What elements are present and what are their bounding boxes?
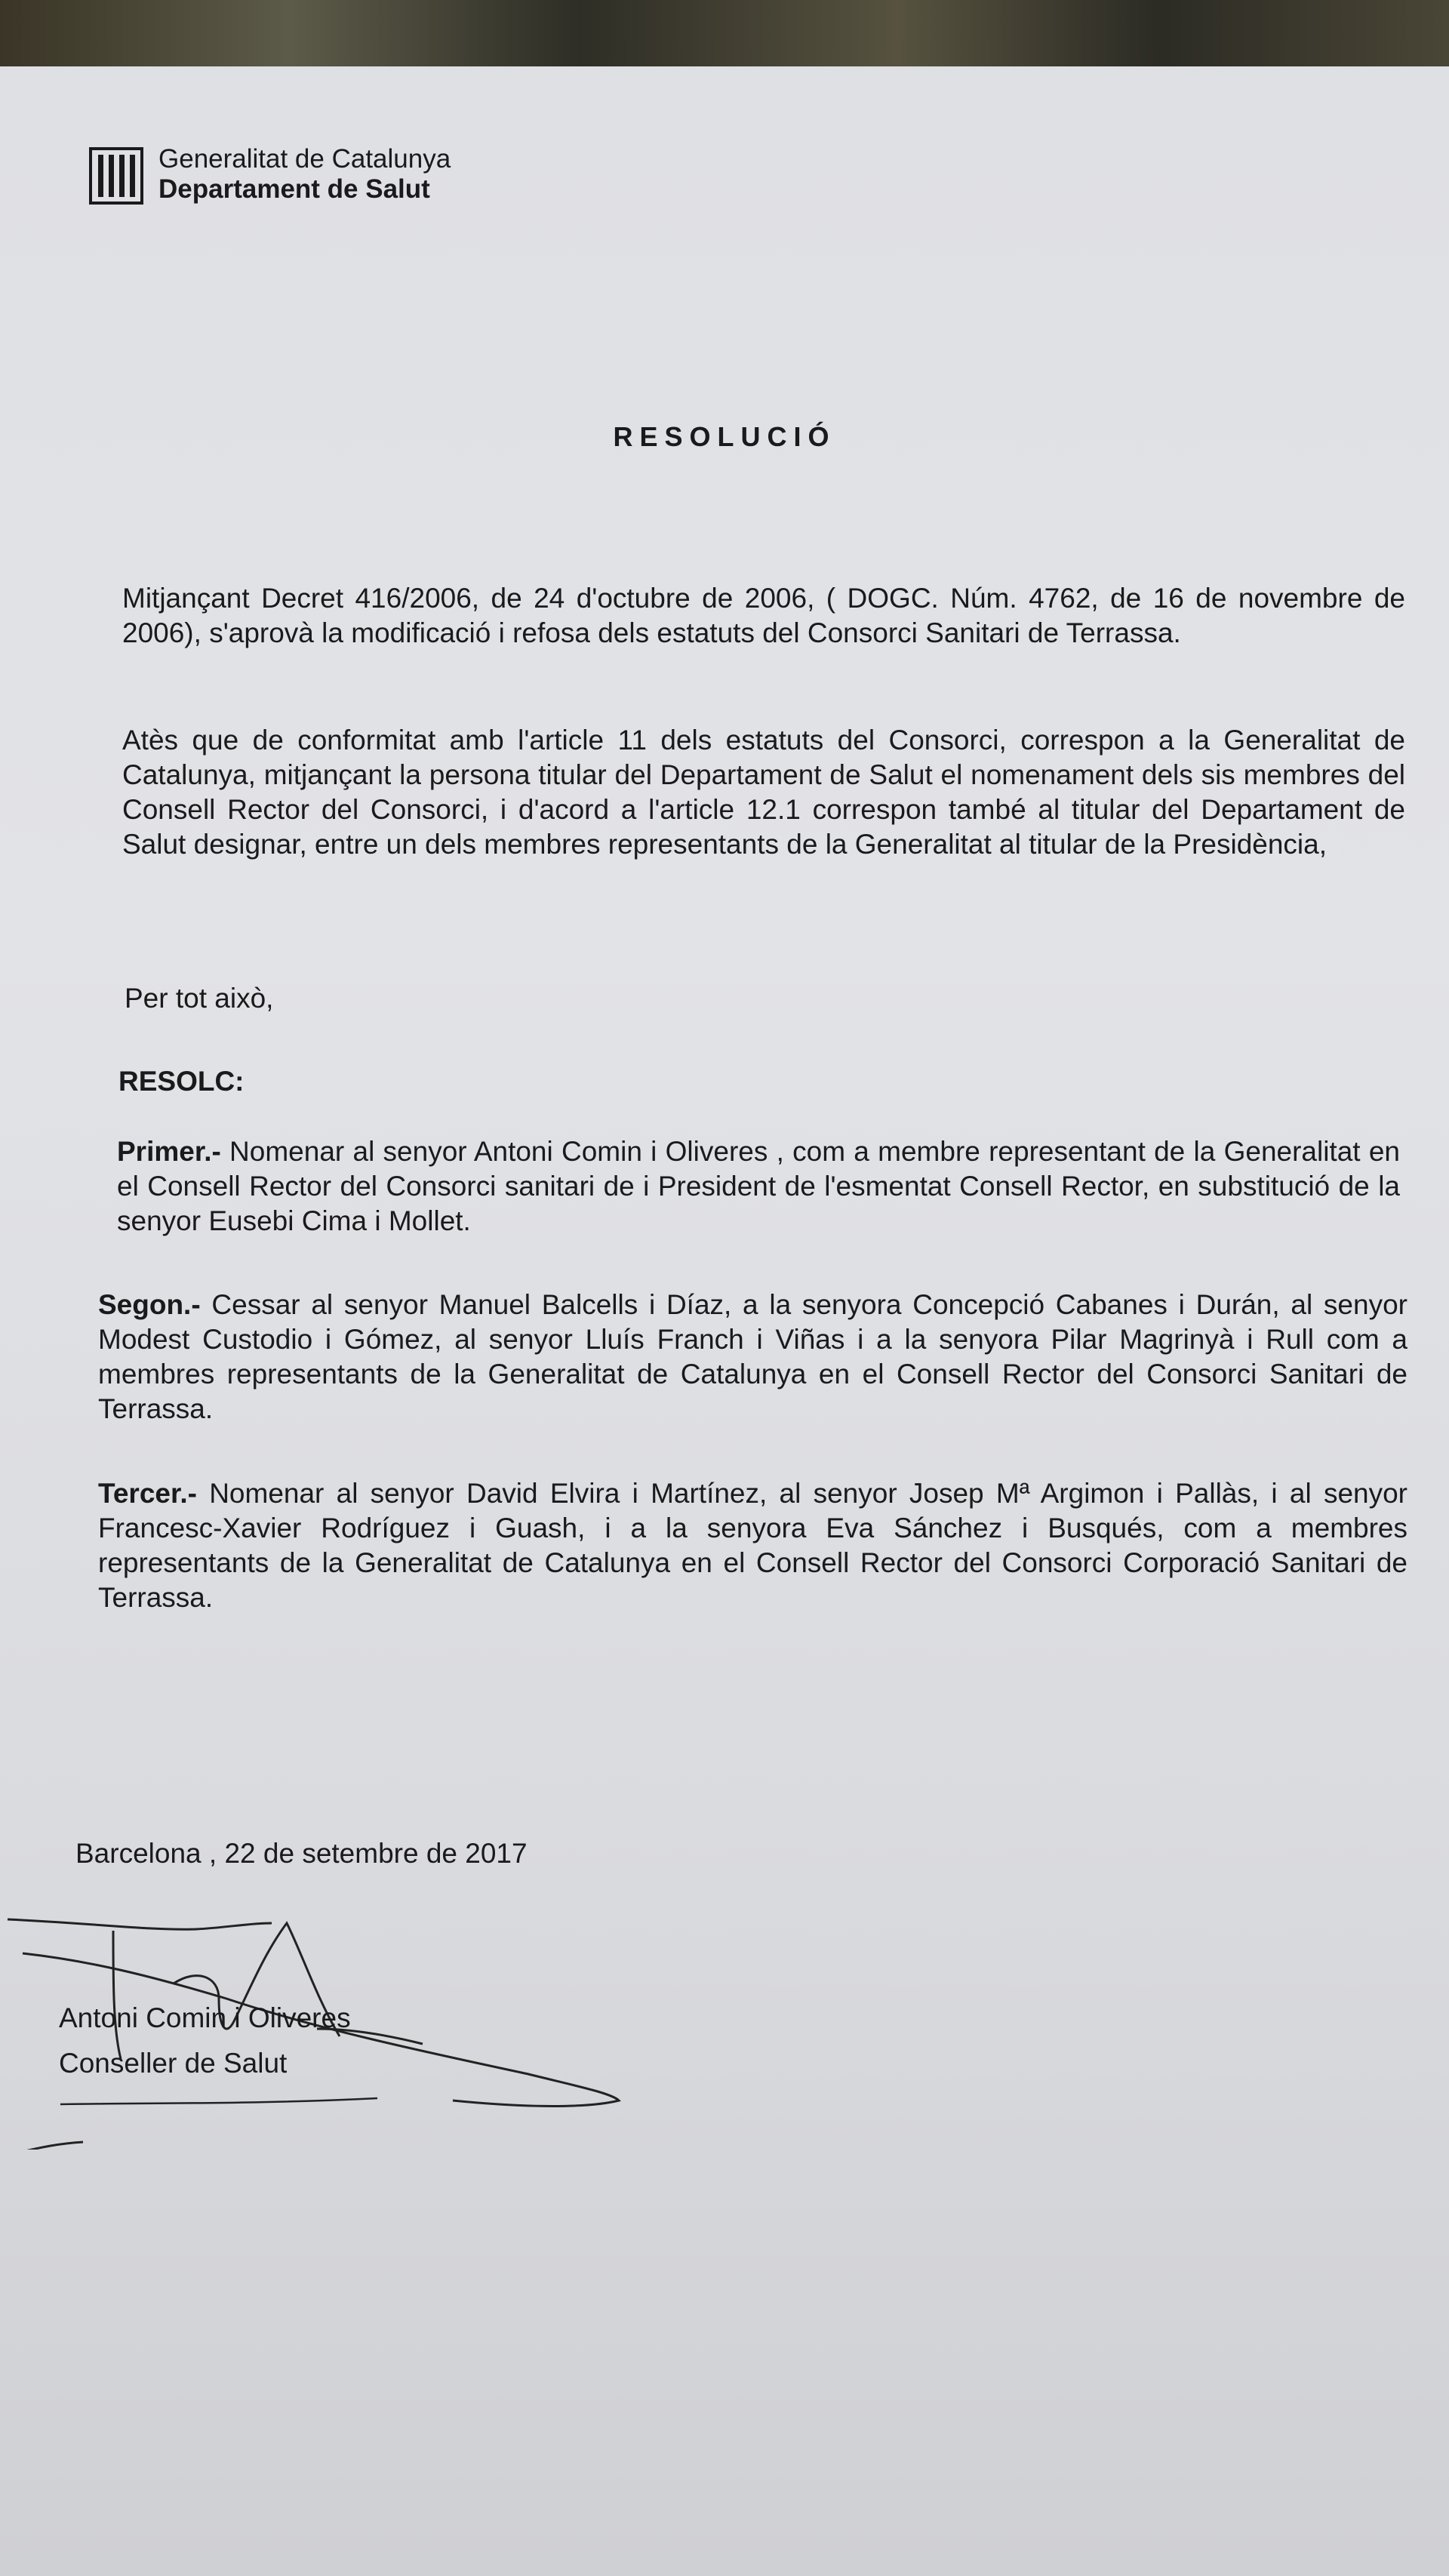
segon-lead: Segon.-: [98, 1289, 201, 1320]
paragraph-primer: [117, 1134, 1400, 1239]
signer-name: Antoni Comin i Oliveres: [59, 2002, 351, 2033]
signer-role: Conseller de Salut: [59, 2048, 288, 2079]
document-page: [0, 66, 1449, 2576]
paragraph-decree: Mitjançant Decret 416/2006, de 24 d'octubre de 2006, ( DOGC. Núm. 4762, de 16 de novembre de 2006), s'aprovà la modificació i refosa dels estatuts del Consorci Sanitari de Terrassa.: [122, 583, 1405, 648]
paragraph-per-tot-aixo: Per tot això,: [125, 983, 274, 1014]
paragraph-tercer: [98, 1476, 1407, 1615]
place-and-date: Barcelona , 22 de setembre de 2017: [75, 1838, 528, 1869]
paragraph-segon: [98, 1288, 1407, 1426]
catalan-bars-emblem-icon: [89, 147, 143, 205]
document-title: RESOLUCIÓ: [613, 421, 836, 452]
letterhead-department: Departament de Salut: [158, 174, 430, 204]
primer-lead: Primer.-: [117, 1136, 221, 1167]
resolc-heading: RESOLC:: [118, 1066, 245, 1097]
primer-text: Nomenar al senyor Antoni Comin i Oliveres , com a membre representant de la Generalitat en el Consell Rector del Consorci sanitari de i President de l'esmentat Consell Rector, en substitució de la senyor Eusebi Cima i Mollet.: [117, 1136, 1400, 1236]
letterhead-institution: Generalitat de Catalunya: [158, 144, 451, 174]
handwritten-signature: [0, 1848, 649, 2150]
segon-text: Cessar al senyor Manuel Balcells i Díaz, a la senyora Concepció Cabanes i Durán, al senyor Modest Custodio i Gómez, al senyor Lluís Franch i Viñas i a la senyora Pilar Magrinyà i Rull com a membres representants de la Generalitat de Catalunya en el Consell Rector del Consorci Sanitari de Terrassa.: [98, 1289, 1407, 1424]
paragraph-statutes: Atès que de conformitat amb l'article 11 dels estatuts del Consorci, correspon a la Generalitat de Catalunya, mitjançant la persona titular del Departament de Salut el nomenament dels sis membres del Consell Rector del Consorci, i d'acord a l'article 12.1 correspon també al titular del Departament de Salut designar, entre un dels membres representants de la Generalitat al titular de la Presidència,: [122, 725, 1405, 860]
tercer-lead: Tercer.-: [98, 1478, 197, 1509]
tercer-text: Nomenar al senyor David Elvira i Martínez, al senyor Josep Mª Argimon i Pallàs, i al senyor Francesc-Xavier Rodríguez i Guash, i a la senyora Eva Sánchez i Busqués, com a membres representants de la Generalitat de Catalunya en el Consell Rector del Consorci Corporació Sanitari de Terrassa.: [98, 1478, 1407, 1613]
